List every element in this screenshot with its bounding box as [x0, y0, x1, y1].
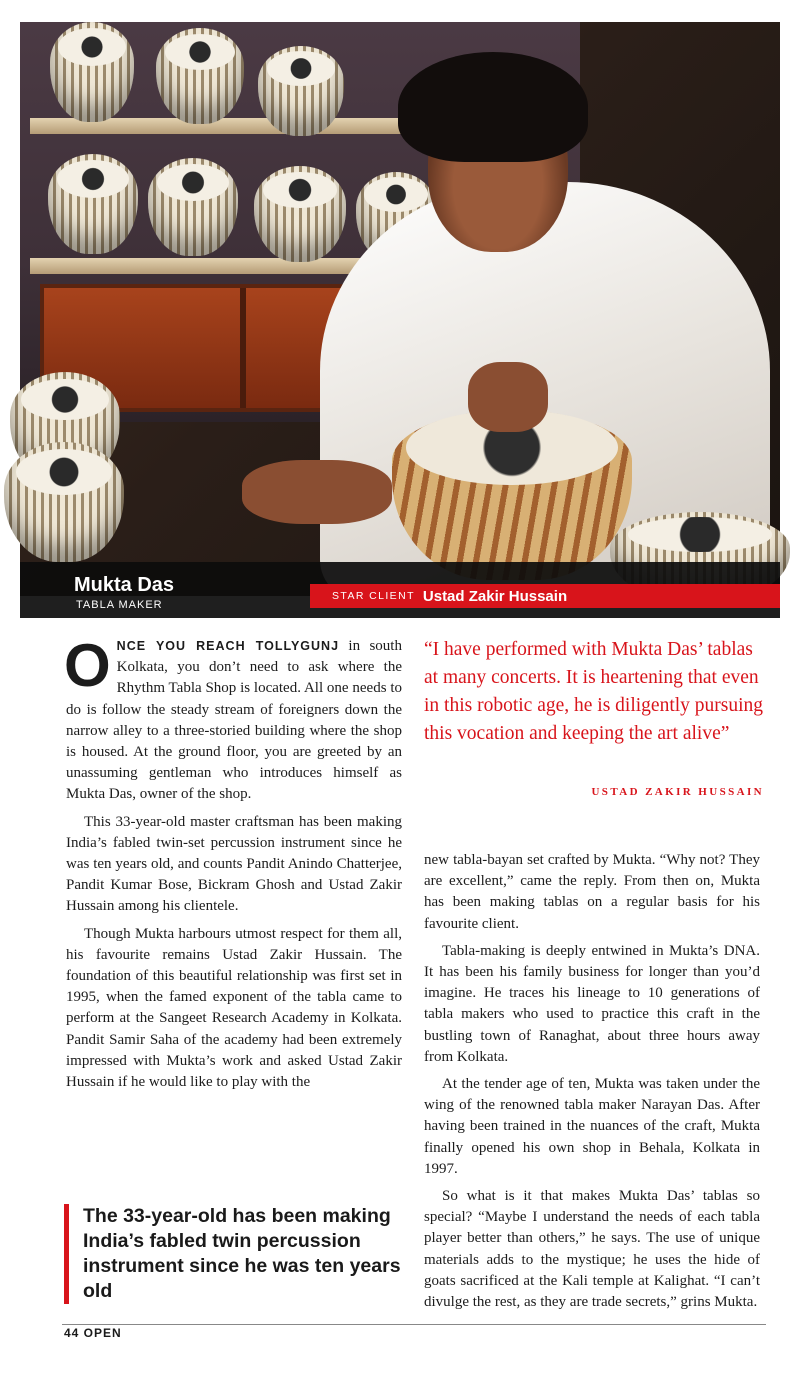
lead-text: in south Kolkata, you don’t need to ask where the Rhythm Tabla Shop is located. All one needs to do is follow the steady stream of foreigners down the narrow alley to a three-storied building where the shop is housed. At the ground floor, you are greeted by an unassuming gentleman who introduces himself as Mukta Das, owner of the shop. — [66, 638, 402, 803]
paragraph: Tabla-making is deeply entwined in Mukta’s DNA. It has been his family business for longer than you’d imagine. He traces his lineage to 10 generations of tabla makers who used to practice this craft in the bustling town of Ranaghat, about three hours away from Kolkata. — [424, 942, 760, 1065]
tabla-drum — [156, 28, 244, 124]
tabla-drum — [50, 22, 134, 122]
lead-smallcaps: NCE YOU REACH TOLLYGUNJ — [116, 639, 340, 653]
tabla-drum — [254, 166, 346, 262]
drop-cap: O — [64, 632, 111, 699]
paragraph: So what is it that makes Mukta Das’ tablas so special? “Maybe I understand the needs of each tabla player better than others,” he says. The use of unique materials adds to the mystique; he uses the hide of goats sacrificed at the Kali temple at Kalighat. “I can’t divulge the rest, as they are trade secrets,” grins Mukta. — [424, 1188, 760, 1311]
highlight-quote: The 33-year-old has been making India’s fabled twin percussion instrument since he was ten years old — [64, 1204, 404, 1304]
caption-role: TABLA MAKER — [76, 599, 163, 611]
tabla-being-played — [392, 410, 632, 580]
lead-paragraph — [64, 632, 402, 806]
hand — [468, 362, 548, 432]
paragraph: This 33-year-old master craftsman has been making India’s fabled twin-set percussion instrument since he was ten years old, and counts Pandit Anindo Chatterjee, Pandit Kumar Bose, Bickram Ghosh and Ustad Zakir Hussain among his clientele. — [66, 813, 402, 915]
tabla-drum — [48, 154, 138, 254]
paragraph: At the tender age of ten, Mukta was taken under the wing of the renowned tabla maker Narayan Das. After having been trained in the nuances of the craft, Mukta finally opened his own shop in Behala, Kolkata in 1997. — [424, 1076, 760, 1177]
caption-name: Mukta Das — [74, 574, 175, 596]
article-column-right — [424, 850, 760, 1319]
tabla-drum — [4, 442, 124, 562]
star-client-label: STAR CLIENT — [332, 590, 415, 602]
star-client-name: Ustad Zakir Hussain — [422, 587, 568, 605]
tabla-drum — [258, 46, 344, 136]
pull-quote: “I have performed with Mukta Das’ tablas at many concerts. It is heartening that even in this robotic age, he is diligently pursuing this vocation and keeping the art alive” — [424, 639, 764, 744]
man-hair — [398, 52, 588, 162]
paragraph: new tabla-bayan set crafted by Mukta. “Why not? They are excellent,” came the reply. From then on, Mukta has been making tablas on a regular basis for his favourite client. — [424, 852, 760, 932]
pull-quote-attribution: USTAD ZAKIR HUSSAIN — [591, 786, 764, 798]
star-client-banner — [310, 584, 780, 608]
hand — [242, 460, 392, 524]
page-folio: 44 OPEN — [64, 1326, 122, 1340]
tabla-drum — [148, 158, 238, 256]
paragraph: Though Mukta harbours utmost respect for them all, his favourite remains Ustad Zakir Hussain. The foundation of this beautiful relationship was first set in 1995, when the famed exponent of the tabla came to perform at the Sangeet Research Academy in Kolkata. Pandit Samir Saha of the academy had been extremely impressed with Mukta’s work and asked Ustad Zakir Hussain if he would like to play with the — [66, 925, 402, 1091]
article-column-left — [64, 632, 402, 1099]
footer-rule — [62, 1324, 766, 1325]
feature-photo — [20, 22, 780, 611]
